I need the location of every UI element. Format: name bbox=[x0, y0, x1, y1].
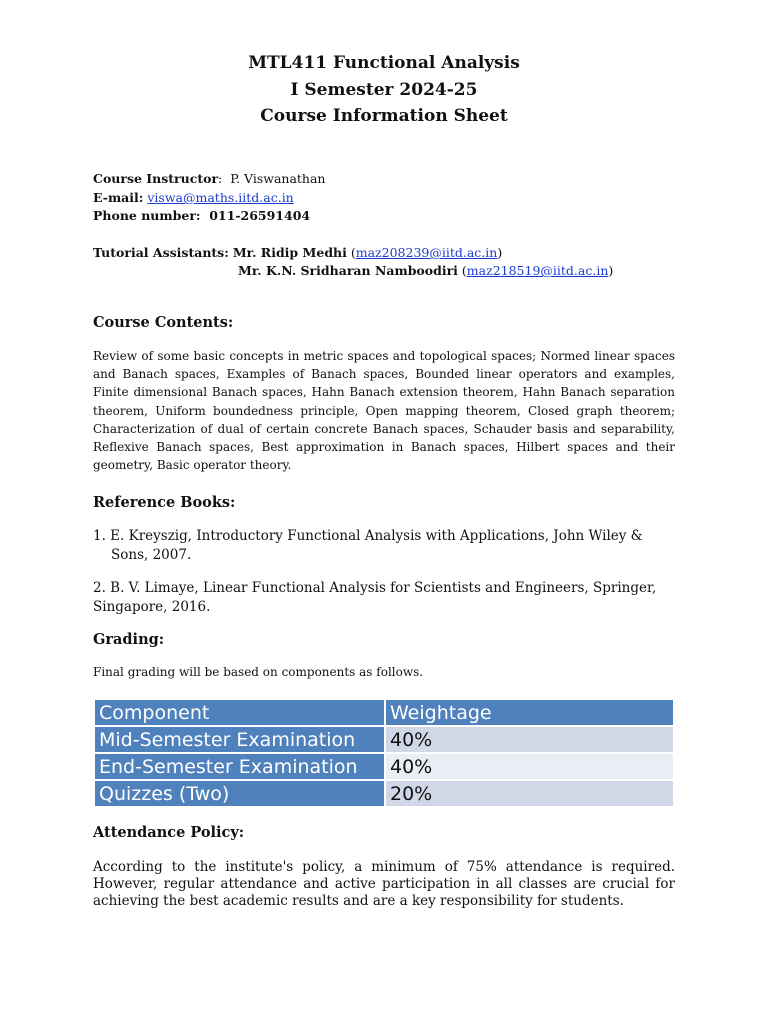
tutorial-label: Tutorial Assistants: bbox=[93, 245, 229, 260]
table-row bbox=[94, 753, 674, 780]
instructor-email-link[interactable]: viswa@maths.iitd.ac.in bbox=[147, 190, 294, 205]
weight-cell: 20% bbox=[385, 780, 674, 807]
email-label: E-mail: bbox=[93, 190, 144, 205]
tutorial-line-2: Mr. K.N. Sridharan Namboodiri (maz218519@iitd.ac.in) bbox=[238, 263, 614, 278]
assistant-name: Mr. Ridip Medhi bbox=[232, 245, 347, 260]
course-title: MTL411 Functional Analysis bbox=[248, 53, 520, 73]
phone-line bbox=[93, 208, 310, 223]
grading-heading: Grading: bbox=[93, 631, 165, 648]
component-cell: Mid-Semester Examination bbox=[94, 726, 385, 753]
phone-number: 011-26591404 bbox=[209, 208, 311, 223]
weight-cell: 40% bbox=[385, 753, 674, 780]
phone-label: Phone number: bbox=[93, 208, 201, 223]
weight-cell: 40% bbox=[385, 726, 674, 753]
attendance-text: According to the institute's policy, a minimum of 75% attendance is required. However, regular attendance and active participation in all classes are crucial for achieving the best academic results and are a key responsibility for students. bbox=[93, 859, 675, 910]
component-cell: End-Semester Examination bbox=[94, 753, 385, 780]
column-header-component: Component bbox=[94, 699, 385, 726]
component-cell: Quizzes (Two) bbox=[94, 780, 385, 807]
course-contents-text: Review of some basic concepts in metric spaces and topological spaces; Normed linear spaces and Banach spaces, Examples of Banach spaces, Bounded linear operators and examples, Finite dimensional Banach spaces, Hahn Banach extension theorem, Hahn Banach separation theorem, Uniform boundedness principle, Open mapping theorem, Closed graph theorem; Characterization of dual of certain concrete Banach spaces, Schauder basis and separability, Reflexive Banach spaces, Best approximation in Banach spaces, Hilbert spaces and their geometry, Basic operator theory. bbox=[93, 349, 675, 473]
email-line bbox=[93, 190, 294, 205]
reference-item: 1. E. Kreyszig, Introductory Functional Analysis with Applications, John Wiley & Sons, 2007. bbox=[93, 528, 643, 563]
instructor-label: Course Instructor bbox=[93, 171, 219, 186]
attendance-heading: Attendance Policy: bbox=[93, 824, 245, 841]
assistant-name: Mr. K.N. Sridharan Namboodiri bbox=[238, 263, 458, 278]
column-header-weightage: Weightage bbox=[385, 699, 674, 726]
sheet-title: Course Information Sheet bbox=[260, 106, 508, 126]
semester-title: I Semester 2024-25 bbox=[290, 80, 478, 100]
grading-table bbox=[93, 698, 675, 808]
table-header-row bbox=[94, 699, 674, 726]
grading-intro: Final grading will be based on components as follows. bbox=[93, 665, 424, 679]
table-row bbox=[94, 780, 674, 807]
assistant-email-link[interactable]: maz208239@iitd.ac.in bbox=[355, 245, 498, 260]
instructor-name: P. Viswanathan bbox=[230, 171, 326, 186]
assistant-email-link[interactable]: maz218519@iitd.ac.in bbox=[466, 263, 609, 278]
course-contents-heading: Course Contents: bbox=[93, 314, 234, 331]
reference-item: 2. B. V. Limaye, Linear Functional Analysis for Scientists and Engineers, Springer, Singapore, 2016. bbox=[93, 580, 657, 615]
tutorial-line-1: Tutorial Assistants: Mr. Ridip Medhi (maz208239@iitd.ac.in) bbox=[93, 245, 503, 260]
instructor-line: Course Instructor: P. Viswanathan bbox=[93, 171, 326, 186]
table-row bbox=[94, 726, 674, 753]
reference-books-heading: Reference Books: bbox=[93, 494, 236, 511]
